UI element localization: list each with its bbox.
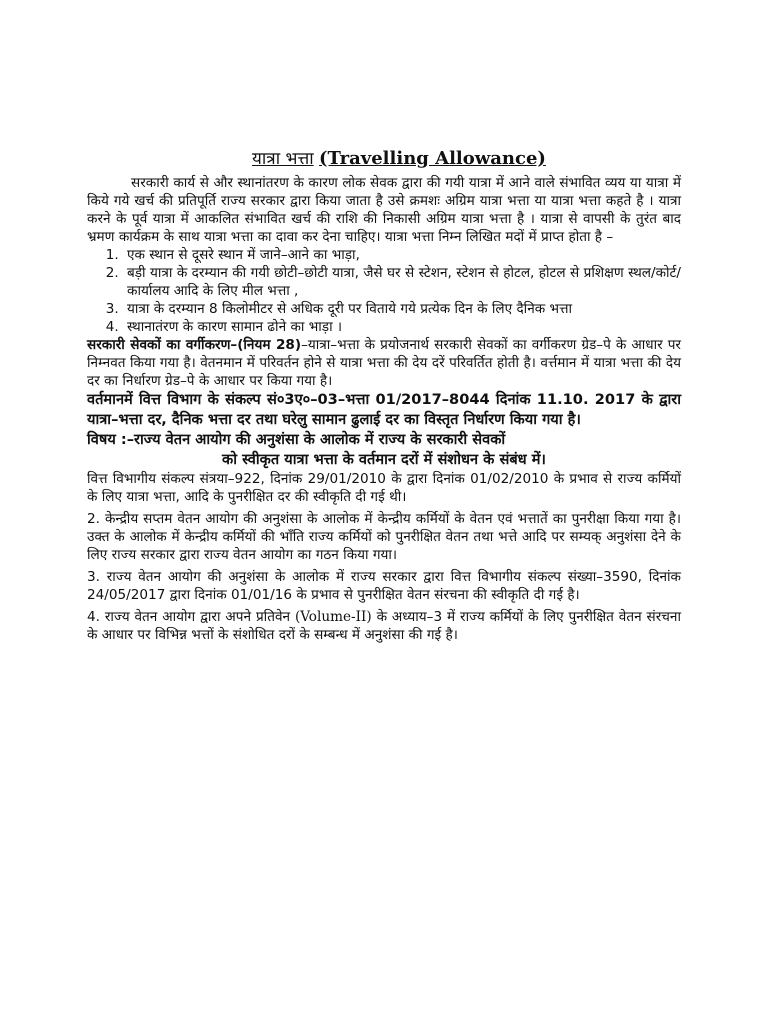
resolution-paragraph: वर्तमानमें वित्त विभाग के संकल्प सं०3ए०–03–भत्ता 01/2017–8044 दिनांक 11.10. 2017 के द्वारा यात्रा–भत्ता दर, दैनिक भत्ता दर तथा घरेलु सामान ढुलाई दर का विस्तृत निर्धारण किया गया है। bbox=[87, 391, 681, 428]
classification-text: –यात्रा–भत्ता के प्रयोजनार्थ सरकारी सेवकों का वर्गीकरण ग्रेड–पे के आधार पर निम्नवत किया गया है। वेतनमान में परिवर्तन होने से यात्रा भत्ता की देय दरें परिवर्तित होती है। वर्त्तमान में यात्रा भत्ता की देय दर का निर्धारण ग्रेड–पे के आधार पर किया गया है। bbox=[87, 337, 681, 389]
subject-block bbox=[87, 430, 681, 470]
list-item: 4. स्थानातंरण के कारण सामान ढोने का भाड़ा । bbox=[123, 318, 681, 336]
paragraph-3: 3. राज्य वेतन आयोग की अनुशंसा के आलोक में राज्य सरकार द्वारा वित्त विभागीय संकल्प संख्या–3590, दिनांक 24/05/2017 द्वारा दिनांक 01/01/16 के प्रभाव से पुनरीक्षित वेतन संरचना की स्वीकृति दी गई है। bbox=[87, 569, 681, 603]
subject-line-2: को स्वीकृत यात्रा भत्ता के वर्तमान दरों में संशोधन के संबंध में। bbox=[222, 451, 546, 468]
subject-line-1: विषय :–राज्य वेतन आयोग की अनुशंसा के आलोक में राज्य के सरकारी सेवकों bbox=[87, 431, 506, 448]
list-item: 2. बड़ी यात्रा के दरम्यान की गयी छोटी–छोटी यात्रा, जैसे घर से स्टेशन, स्टेशन से होटल, होटल से प्रशिक्षण स्थल/कोर्ट/कार्यालय आदि के लिए मील भत्ता , bbox=[123, 264, 681, 300]
paragraph-1: वित्त विभागीय संकल्प संत्रया–922, दिनांक 29/01/2010 के द्वारा दिनांक 01/02/2010 के प्रभाव से राज्य कर्मियों के लिए यात्रा भत्ता, आदि के पुनरीक्षित दर की स्वीकृति दी गई थी। bbox=[87, 471, 681, 505]
list-item: 3. यात्रा के दरम्यान 8 किलोमीटर से अधिक दूरी पर विताये गये प्रत्येक दिन के लिए दैनिक भत्ता bbox=[123, 300, 681, 318]
paragraph-4 bbox=[87, 608, 681, 644]
title-hindi: यात्रा भत्ता bbox=[252, 149, 314, 169]
document-body bbox=[87, 146, 681, 644]
classification-paragraph bbox=[87, 336, 681, 390]
list-item: 1. एक स्थान से दूसरे स्थान में जाने–आने का भाड़ा, bbox=[123, 246, 681, 264]
allowance-items-list bbox=[87, 246, 681, 336]
page-title bbox=[117, 146, 681, 172]
paragraph-4-start: 4. राज्य वेतन आयोग द्वारा अपने प्रतिवेन bbox=[87, 609, 295, 625]
paragraph-4-end: के अध्याय–3 में राज्य कर्मियों के लिए पुनरीक्षित वेतन संरचना के आधार पर विभिन्न भत्तों के संशोधित दरों के सम्बन्ध में अनुशंसा की गई है। bbox=[87, 609, 681, 643]
volume-label: (Volume-II) bbox=[294, 609, 372, 625]
classification-heading: सरकारी सेवकों का वर्गीकरण–(नियम 28) bbox=[87, 337, 302, 353]
intro-paragraph: सरकारी कार्य से और स्थानांतरण के कारण लोक सेवक द्वारा की गयी यात्रा में आने वाले संभावित व्यय या यात्रा में किये गये खर्च की प्रतिपूर्ति राज्य सरकार द्वारा किया जाता है उसे क्रमशः अग्रिम यात्रा भत्ता या यात्रा भत्ता कहते है । यात्रा करने के पूर्व यात्रा में आकलित संभावित खर्च की राशि की निकासी अग्रिम यात्रा भत्ता है । यात्रा से वापसी के तुरंत बाद भ्रमण कार्यक्रम के साथ यात्रा भत्ता का दावा कर देना चाहिए। यात्रा भत्ता निम्न लिखित मदों में प्राप्त होता है – bbox=[87, 175, 681, 245]
title-english: (Travelling Allowance) bbox=[319, 148, 546, 169]
paragraph-2: 2. केन्द्रीय सप्तम वेतन आयोग की अनुशंसा के आलोक में केन्द्रीय कर्मियों के वेतन एवं भत्तातें का पुनरीक्षा किया गया है। उक्त के आलोक में केन्द्रीय कर्मियों की भाँति राज्य कर्मियों को पुनरीक्षित वेतन तथा भत्ते आदि पर सम्यक् अनुशंसा देने के लिए राज्य सरकार द्वारा राज्य वेतन आयोग का गठन किया गया। bbox=[87, 511, 681, 563]
